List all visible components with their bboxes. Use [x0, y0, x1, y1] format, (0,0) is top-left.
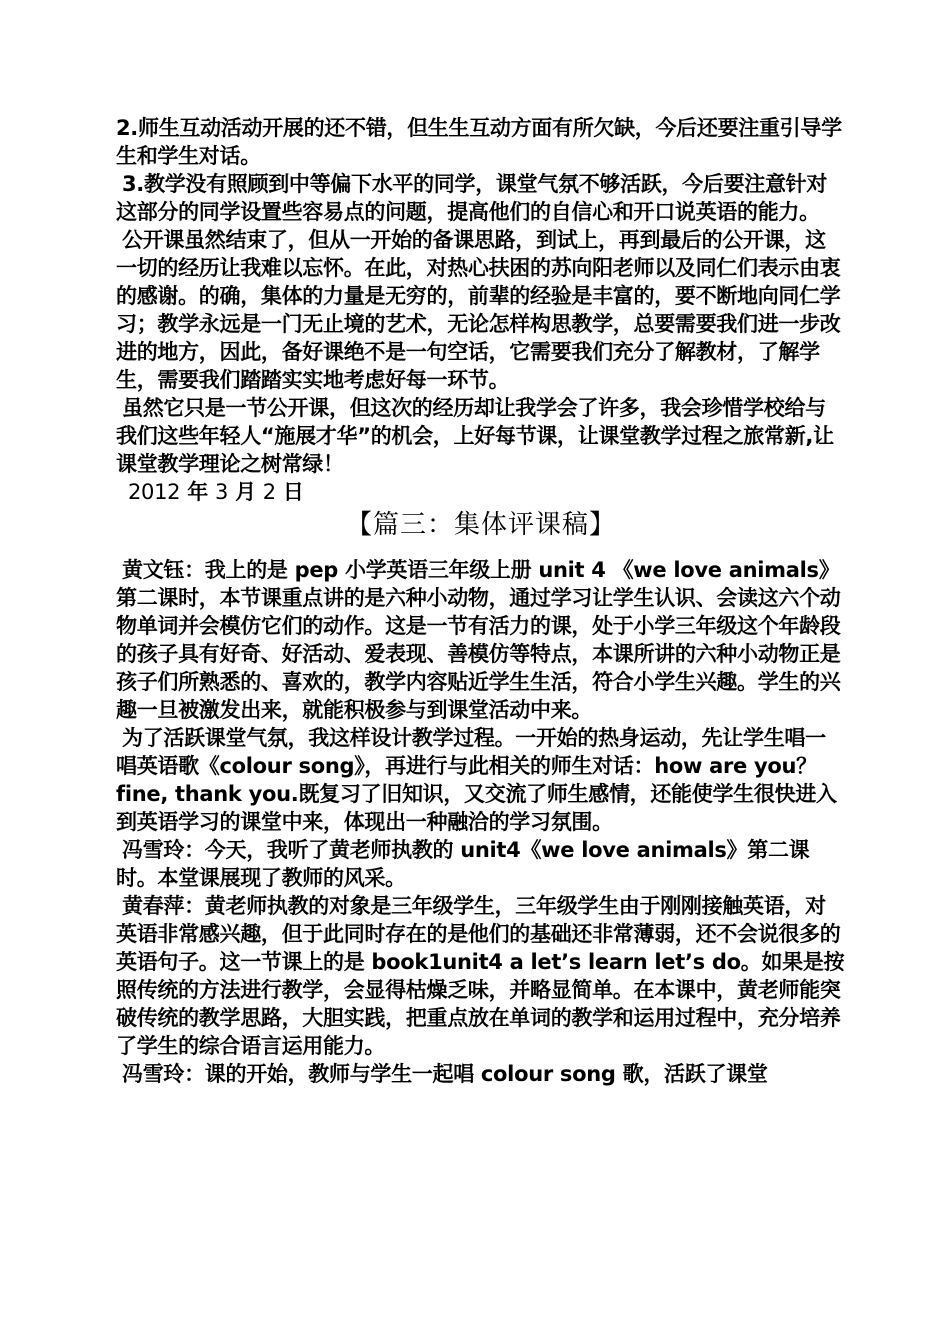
paragraph-feng-xueling-1: 冯雪玲：今天，我听了黄老师执教的 unit4《we love animals》第二课时。本堂课展现了教师的风采。	[116, 838, 810, 890]
paragraph-weak-students: 3.教学没有照顾到中等偏下水平的同学，课堂气氛不够活跃，今后要注意针对这部分的同学设置些容易点的问题，提高他们的自信心和开口说英语的能力。	[116, 172, 828, 224]
paragraph-interaction: 2.师生互动活动开展的还不错，但生生互动方面有所欠缺，今后还要注重引导学生和学生对话。	[116, 116, 842, 168]
paragraph-feng-xueling-2: 冯雪玲：课的开始，教师与学生一起唱 colour song 歌，活跃了课堂	[122, 1062, 768, 1086]
date-day-suffix: 日	[282, 480, 304, 504]
date-line	[116, 478, 846, 506]
date-day: 2	[262, 480, 276, 504]
document-body	[116, 114, 846, 1088]
paragraph-huang-chunping: 黄春萍：黄老师执教的对象是三年级学生，三年级学生由于刚刚接触英语，对英语非常感兴趣，但于此同时存在的是他们的基础还非常薄弱，还不会说很多的英语句子。这一节课上的是 book1unit4 a let’s learn let’s do。如果是按照传统的方法进行教学，会显得枯燥乏味，并略显简单。在本课中，黄老师能突破传统的教学思路，大胆实践，把重点放在单词的教学和运用过程中，充分培养了学生的综合语言运用能力。	[116, 894, 845, 1058]
paragraph-gratitude: 虽然它只是一节公开课，但这次的经历却让我学会了许多，我会珍惜学校给与我们这些年轻人“施展才华”的机会，上好每节课，让课堂教学过程之旅常新,让课堂教学理论之树常绿！	[116, 396, 834, 476]
section-heading: 【篇三：集体评课稿】	[345, 510, 616, 540]
date-year-suffix: 年	[187, 480, 208, 504]
paragraph-huang-wenyu: 黄文钰：我上的是 pep 小学英语三年级上册 unit 4 《we love animals》第二课时，本节课重点讲的是六种小动物，通过学习让学生认识、会读这六个动物单词并会模仿它们的动作。这是一节有活力的课，处于小学三年级这个年龄段的孩子具有好奇、好活动、爱表现、善模仿等特点，本课所讲的六种小动物正是孩子们所熟悉的、喜欢的，教学内容贴近学生生活，符合小学生兴趣。学生的兴趣一旦被激发出来，就能积极参与到课堂活动中来。	[116, 558, 841, 722]
date-year: 2012	[128, 480, 181, 504]
date-month-suffix: 月	[235, 480, 256, 504]
paragraph-design: 为了活跃课堂气氛，我这样设计教学过程。一开始的热身运动，先让学生唱一唱英语歌《colour song》，再进行与此相关的师生对话：how are you？ fine, thank you.既复习了旧知识，又交流了师生感情，还能使学生很快进入到英语学习的课堂中来，体现出一种融洽的学习氛围。	[116, 726, 837, 834]
paragraph-reflection: 公开课虽然结束了，但从一开始的备课思路，到试上，再到最后的公开课，这一切的经历让我难以忘怀。在此，对热心扶困的苏向阳老师以及同仁们表示由衷的感谢。的确，集体的力量是无穷的，前辈的经验是丰富的，要不断地向同仁学习；教学永远是一门无止境的艺术，无论怎样构思教学，总要需要我们进一步改进的地方，因此，备好课绝不是一句空话，它需要我们充分了解教材，了解学生，需要我们踏踏实实地考虑好每一环节。	[116, 228, 841, 392]
date-month: 3	[214, 480, 229, 504]
